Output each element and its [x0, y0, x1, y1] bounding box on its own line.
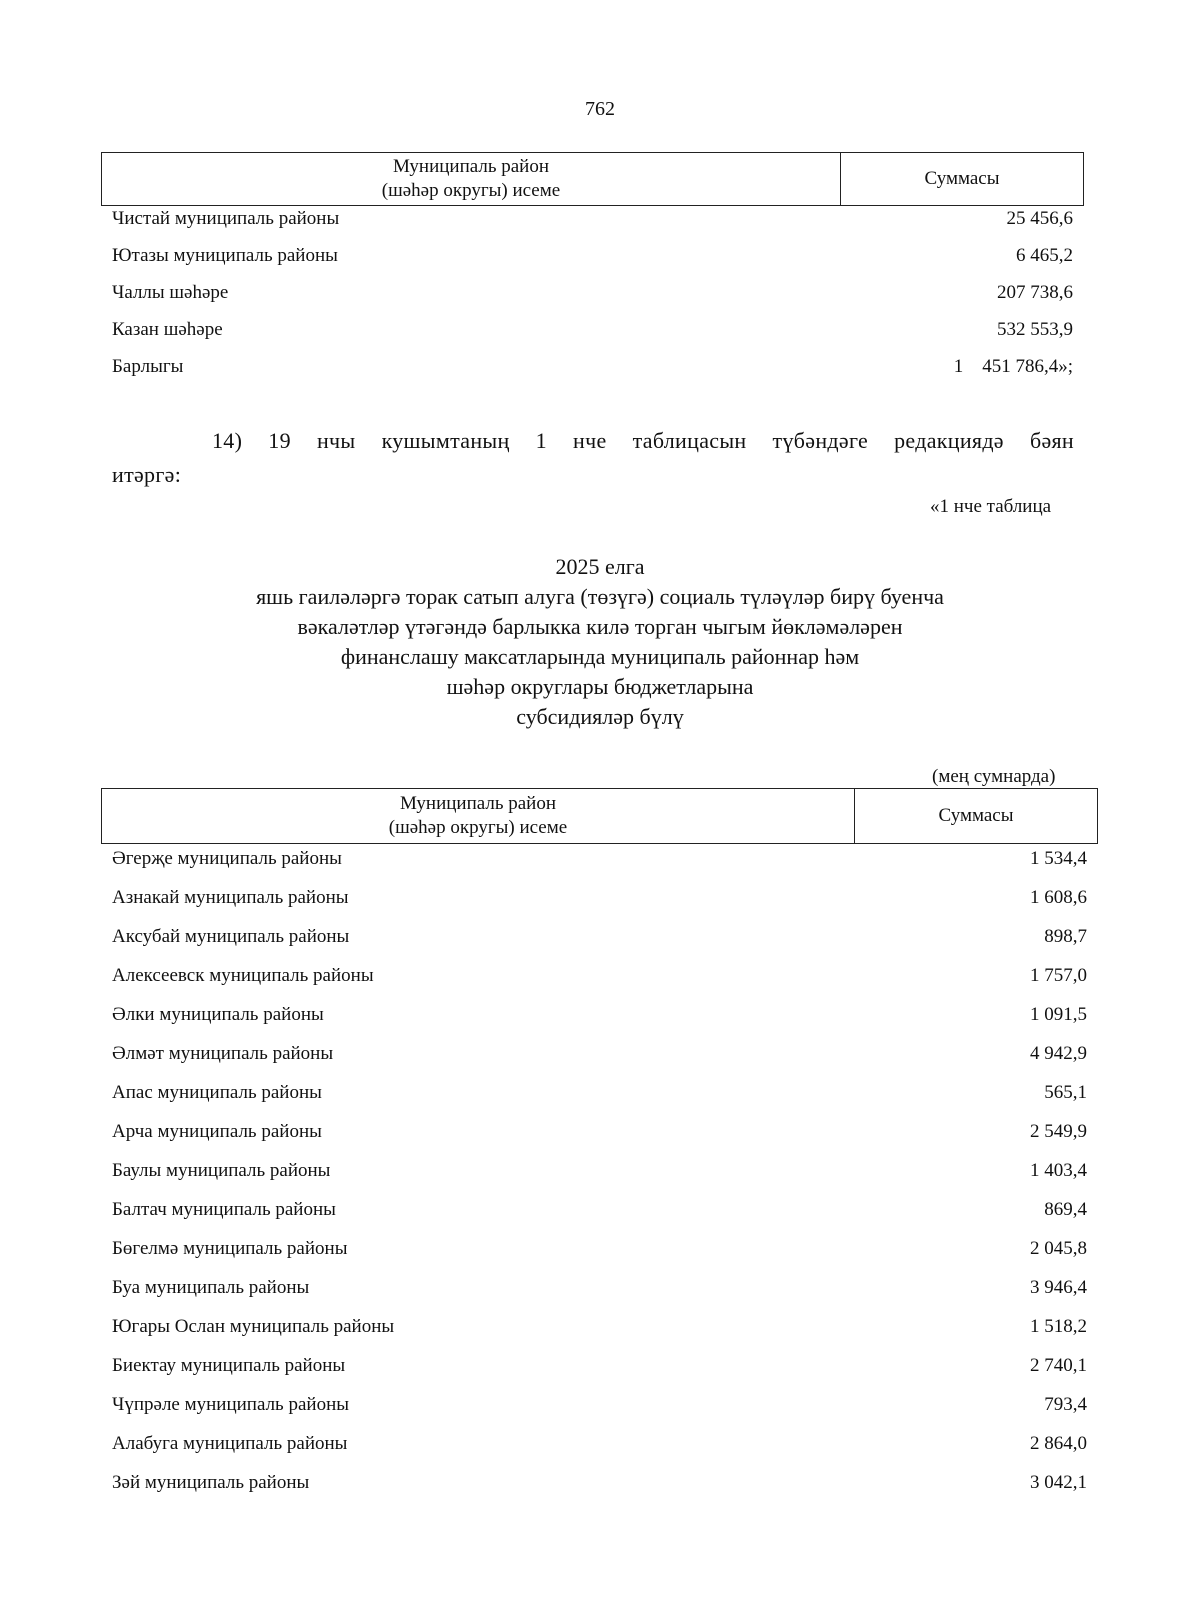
row-name: Арча муниципаль районы: [112, 1121, 322, 1142]
row-amount: 1 534,4: [1030, 848, 1087, 869]
row-amount: 1 608,6: [1030, 887, 1087, 908]
row-amount: 1 757,0: [1030, 965, 1087, 986]
instruction-line1: 14) 19 нчы кушымтаның 1 нче таблицасын түбәндәге редакциядә бәян: [212, 428, 1074, 453]
row-name: Аксубай муниципаль районы: [112, 926, 350, 947]
title-line-5: шәһәр округлары бюджетларына: [446, 674, 754, 699]
table-row: [112, 1472, 1087, 1494]
row-amount: 2 864,0: [1030, 1433, 1087, 1454]
row-name: Казан шәһәре: [112, 319, 223, 340]
row-name: Буа муниципаль районы: [112, 1277, 310, 1298]
title-line-4: финанслашу максатларында муниципаль районнар һәм: [340, 644, 860, 669]
row-name: Ютазы муниципаль районы: [112, 245, 338, 266]
table-row: [112, 282, 1073, 304]
row-amount: 1 518,2: [1030, 1316, 1087, 1337]
row-name: Балтач муниципаль районы: [112, 1199, 336, 1220]
units-note: (мең сумнарда): [932, 766, 1056, 787]
table2-header: [101, 788, 1098, 844]
table-row: [112, 319, 1073, 341]
row-name: Барлыгы: [112, 356, 184, 377]
table2-header-name-line2: (шәһәр округы) исеме: [388, 817, 568, 838]
table-row: [112, 1394, 1087, 1416]
title-line-1: 2025 елга: [555, 554, 645, 579]
table-row: [112, 1160, 1087, 1182]
table-row: [112, 1277, 1087, 1299]
row-amount: 1 403,4: [1030, 1160, 1087, 1181]
table1-header: [101, 152, 1084, 206]
table-row: [112, 1043, 1087, 1065]
row-amount: 565,1: [1044, 1082, 1087, 1103]
row-amount: 898,7: [1044, 926, 1087, 947]
row-amount: 532 553,9: [997, 319, 1073, 340]
table2-header-name: [102, 789, 855, 843]
row-name: Бөгелмә муниципаль районы: [112, 1238, 348, 1259]
table-row: [112, 1121, 1087, 1143]
row-amount: 793,4: [1044, 1394, 1087, 1415]
table-row: [112, 1316, 1087, 1338]
row-name: Әлки муниципаль районы: [112, 1004, 324, 1025]
table1-header-sum: Суммасы: [924, 168, 1000, 189]
row-amount: 2 549,9: [1030, 1121, 1087, 1142]
table-row: [112, 848, 1087, 870]
title-line-3: вәкаләтләр үтәгәндә барлыкка килә торган чыгым йөкләмәләрен: [297, 614, 903, 639]
title-line-6: субсидияләр бүлү: [516, 704, 684, 729]
row-amount: 4 942,9: [1030, 1043, 1087, 1064]
table-row: [112, 926, 1087, 948]
row-amount: 869,4: [1044, 1199, 1087, 1220]
page-number: 762: [585, 98, 615, 120]
table1-header-name: [102, 153, 841, 205]
table-total-row: [112, 356, 1073, 378]
row-name: Баулы муниципаль районы: [112, 1160, 331, 1181]
row-amount: 1 091,5: [1030, 1004, 1087, 1025]
table-row: [112, 1355, 1087, 1377]
row-name: Алексеевск муниципаль районы: [112, 965, 374, 986]
row-amount: 2 740,1: [1030, 1355, 1087, 1376]
row-name: Зәй муниципаль районы: [112, 1472, 310, 1493]
table1-header-name-line2: (шәһәр округы) исеме: [381, 180, 561, 201]
table2-header-sum: Суммасы: [938, 805, 1014, 826]
row-name: Апас муниципаль районы: [112, 1082, 322, 1103]
title-line-2: яшь гаиләләргә торак сатып алуга (төзүгә) социаль түләүләр бирү буенча: [256, 584, 944, 609]
table-row: [112, 245, 1073, 267]
table-row: [112, 1199, 1087, 1221]
table-row: [112, 208, 1073, 230]
row-name: Биектау муниципаль районы: [112, 1355, 346, 1376]
row-name: Чүпрәле муниципаль районы: [112, 1394, 350, 1415]
table-row: [112, 1238, 1087, 1260]
row-name: Чистай муниципаль районы: [112, 208, 340, 229]
row-name: Югары Ослан муниципаль районы: [112, 1316, 395, 1337]
row-amount: 6 465,2: [1016, 245, 1073, 266]
row-name: Азнакай муниципаль районы: [112, 887, 349, 908]
row-amount: 3 042,1: [1030, 1472, 1087, 1493]
row-amount: 207 738,6: [997, 282, 1073, 303]
table-row: [112, 1004, 1087, 1026]
table1-header-name-line1: Муниципаль район: [392, 156, 550, 177]
table-row: [112, 1433, 1087, 1455]
table2-header-name-line1: Муниципаль район: [399, 793, 557, 814]
row-name: Алабуга муниципаль районы: [112, 1433, 348, 1454]
row-amount: 25 456,6: [1006, 208, 1073, 229]
row-name: Чаллы шәһәре: [112, 282, 229, 303]
table-row: [112, 1082, 1087, 1104]
row-amount: 3 946,4: [1030, 1277, 1087, 1298]
row-amount: 2 045,8: [1030, 1238, 1087, 1259]
row-name: Әгерҗе муниципаль районы: [112, 848, 342, 869]
row-amount: 1 451 786,4»;: [953, 356, 1073, 377]
instruction-line2: итәргә:: [112, 462, 182, 487]
table-label: «1 нче таблица: [930, 496, 1052, 517]
table-row: [112, 965, 1087, 987]
row-name: Әлмәт муниципаль районы: [112, 1043, 334, 1064]
table-row: [112, 887, 1087, 909]
